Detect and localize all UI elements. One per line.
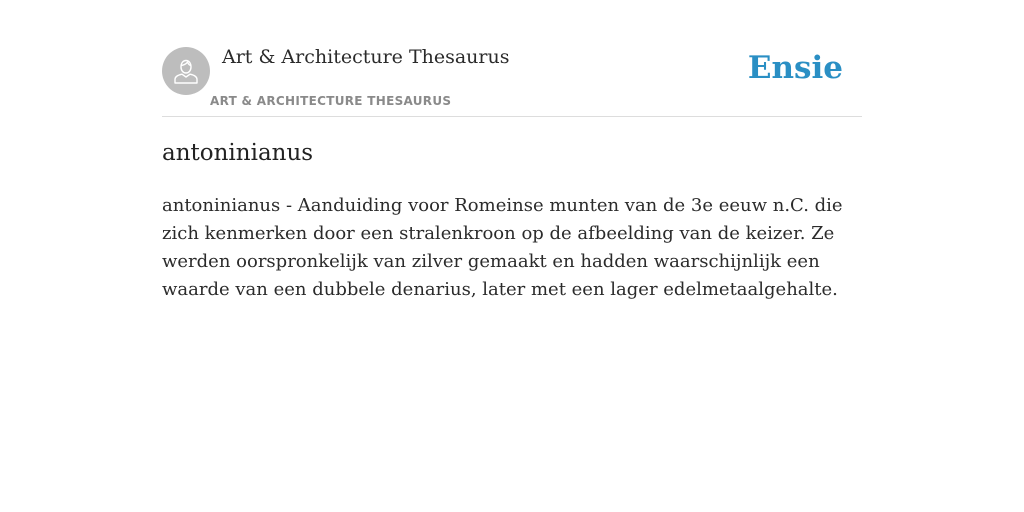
entry-title: antoninianus: [162, 140, 314, 166]
user-icon: [171, 56, 201, 86]
entry-definition: antoninianus - Aanduiding voor Romeinse munten van de 3e eeuw n.C. die zich kenmerken door een stralenkroon op de afbeelding van de keizer. Ze werden oorspronkelijk van zilver gemaakt en hadden waarschijnlijk een waarde van een dubbele denarius, later met een lager edelmetaalgehalte.: [162, 195, 843, 300]
avatar[interactable]: [162, 47, 210, 95]
header: [162, 0, 862, 117]
author-name[interactable]: Art & Architecture Thesaurus: [222, 46, 510, 68]
author-subtitle: ART & ARCHITECTURE THESAURUS: [210, 94, 452, 108]
page-container: [162, 0, 862, 300]
ensie-logo[interactable]: Ensie: [747, 50, 843, 86]
